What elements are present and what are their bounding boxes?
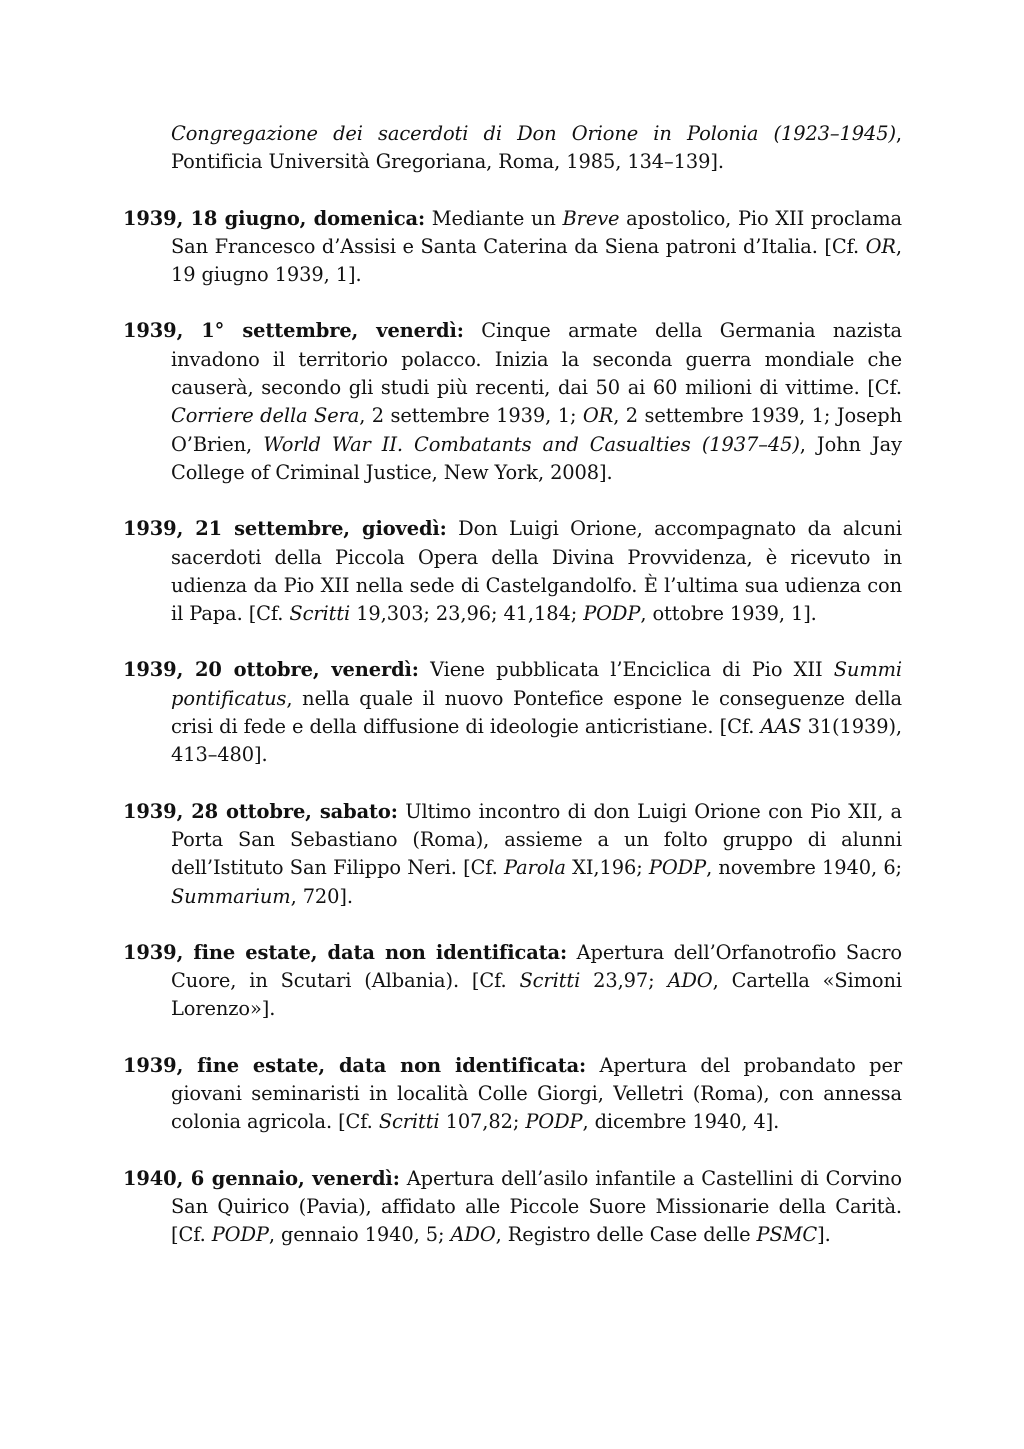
entry-text: , 720]. <box>290 884 353 908</box>
entry-date: 1940, 6 gennaio, venerdì: <box>123 1166 400 1190</box>
chronology-entry <box>123 317 902 487</box>
entry-italic-text: Breve <box>562 206 620 230</box>
entry-text: , ottobre 1939, 1]. <box>640 602 817 626</box>
entry-text: , Pontificia Università Gregoriana, Roma, 1985, 134–139]. <box>171 122 902 174</box>
entry-text: , Registro delle Case delle <box>495 1223 757 1247</box>
entry-date: 1939, fine estate, data non identificata: <box>123 1053 587 1077</box>
chronology-entry <box>123 515 902 628</box>
entry-text: Apertura del probandato per giovani seminaristi in località Colle Giorgi, Velletri (Roma), con annessa colonia agricola. [Cf. <box>171 1053 902 1134</box>
chronology-entry <box>123 939 902 1024</box>
chronology-list <box>123 120 902 1278</box>
entry-text: , 19 giugno 1939, 1]. <box>171 234 902 287</box>
chronology-entry <box>123 1052 902 1137</box>
entry-italic-text: Congregazione dei sacerdoti di Don Orione in Polonia (1923–1945) <box>171 122 896 145</box>
entry-text: , John Jay College of Criminal Justice, New York, 2008]. <box>171 432 902 484</box>
entry-date: 1939, 1° settembre, venerdì: <box>123 319 464 343</box>
entry-date: 1939, 21 settembre, giovedì: <box>123 517 447 541</box>
entry-italic-text: OR <box>865 234 896 258</box>
entry-text: Mediante un <box>425 206 563 230</box>
entry-text: Don Luigi Orione, accompagnato da alcuni sacerdoti della Piccola Opera della Divina Provvidenza, è ricevuto in udienza da Pio XII nella sede di Castelgandolfo. È l’ultima sua udienza con il Papa. [Cf. <box>171 517 902 626</box>
entry-text: Viene pubblicata l’Enciclica di Pio XII <box>418 658 834 682</box>
entry-date: 1939, 20 ottobre, venerdì: <box>123 658 419 682</box>
entry-italic-text: PODP <box>648 856 707 880</box>
entry-italic-text: Scritti <box>378 1110 440 1134</box>
entry-italic-text: Summi pontificatus <box>171 658 902 710</box>
entry-italic-text: OR <box>582 404 614 428</box>
entry-italic-text: PODP <box>525 1110 583 1134</box>
entry-italic-text: Corriere della Sera <box>171 404 360 428</box>
entry-text: 19,303; 23,96; 41,184; <box>350 602 584 626</box>
entry-text: Ultimo incontro di don Luigi Orione con Pio XII, a Porta San Sebastiano (Roma), assieme a un folto gruppo di alunni dell’Istituto San Filippo Neri. [Cf. <box>171 799 902 880</box>
chronology-entry <box>123 798 902 911</box>
entry-italic-text: PODP <box>583 602 641 626</box>
entry-italic-text: PSMC <box>756 1223 818 1247</box>
entry-text: 23,97; <box>580 969 668 993</box>
entry-italic-text: World War II. Combatants and Casualties (1937–45) <box>263 432 800 456</box>
entry-date: 1939, fine estate, data non identificata: <box>123 940 568 964</box>
entry-italic-text: AAS <box>760 715 802 739</box>
entry-text: Apertura dell’Orfanotrofio Sacro Cuore, in Scutari (Albania). [Cf. <box>171 940 903 993</box>
entry-text: 107,82; <box>439 1110 526 1134</box>
entry-italic-text: PODP <box>211 1223 269 1247</box>
entry-date: 1939, 28 ottobre, sabato: <box>123 799 398 823</box>
entry-text: Cinque armate della Germania nazista invadono il territorio polacco. Inizia la seconda guerra mondiale che causerà, secondo gli studi più recenti, dai 50 ai 60 milioni di vittime. [Cf. <box>171 319 902 400</box>
entry-text: , 2 settembre 1939, 1; <box>359 404 583 428</box>
chronology-entry <box>123 205 902 290</box>
entry-italic-text: Summarium <box>171 884 291 908</box>
chronology-entry <box>123 1165 902 1250</box>
entry-text: , 2 settembre 1939, 1; Joseph O’Brien, <box>171 404 903 456</box>
entry-italic-text: ADO <box>667 969 713 993</box>
entry-text: ]. <box>817 1223 831 1247</box>
entry-text: apostolico, Pio XII proclama San Francesco d’Assisi e Santa Caterina da Siena patroni d’Italia. [Cf. <box>171 206 902 258</box>
entry-text: , gennaio 1940, 5; <box>268 1223 451 1247</box>
entry-italic-text: Parola <box>504 856 566 880</box>
entry-text: , novembre 1940, 6; <box>706 856 902 880</box>
entry-text: , nella quale il nuovo Pontefice espone le conseguenze della crisi di fede e della diffusione di ideologie anticristiane. [Cf. <box>171 686 902 739</box>
entry-text: XI,196; <box>565 856 649 880</box>
entry-text: , Cartella «Simoni Lorenzo»]. <box>171 969 902 1021</box>
entry-italic-text: Scritti <box>289 602 351 626</box>
entry-italic-text: ADO <box>450 1223 496 1247</box>
chronology-entry <box>123 656 902 769</box>
entry-text: , dicembre 1940, 4]. <box>582 1110 780 1134</box>
chronology-entry-continuation <box>123 120 902 177</box>
entry-italic-text: Scritti <box>519 969 581 993</box>
entry-text: Apertura dell’asilo infantile a Castellini di Corvino San Quirico (Pavia), affidato alle Piccole Suore Missionarie della Carità. [Cf. <box>171 1166 902 1247</box>
entry-text: 31(1939), 413–480]. <box>171 715 902 767</box>
entry-date: 1939, 18 giugno, domenica: <box>123 206 426 230</box>
